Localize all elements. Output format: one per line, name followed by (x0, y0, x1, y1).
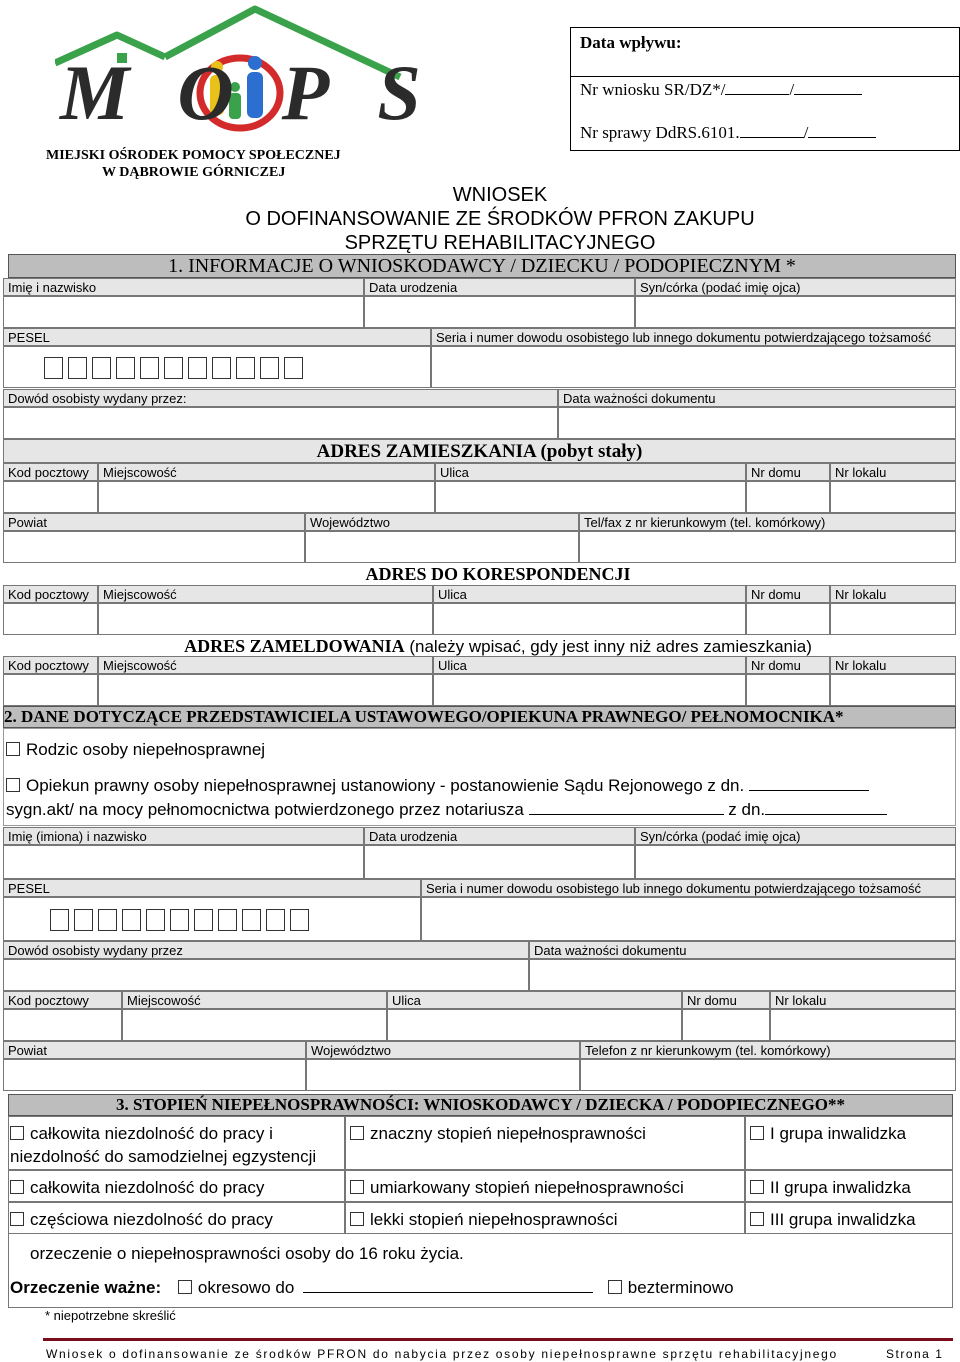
title-line3: SPRZĘTU REHABILITACYJNEGO (344, 232, 656, 254)
res-input-county[interactable] (3, 531, 305, 563)
input-son-daughter[interactable] (635, 296, 956, 328)
signature-line[interactable]: sygn.akt/ na mocy pełnomocnictwa potwierdzonego przez notariusza z dn. (6, 800, 887, 820)
checkbox-group-2[interactable] (750, 1180, 764, 1194)
rep-input-name[interactable] (3, 845, 364, 879)
option-group-1[interactable]: I grupa inwalidzka (750, 1124, 906, 1144)
label-name: Imię i nazwisko (3, 278, 364, 296)
option-total-incapacity-care[interactable]: całkowita niezdolność do pracy i (10, 1124, 273, 1144)
option-total-incapacity-care-cont: niezdolność do samodzielnej egzystencji (10, 1147, 317, 1166)
input-name[interactable] (3, 296, 364, 328)
input-issued-by[interactable] (3, 407, 558, 439)
title-line1: WNIOSEK (452, 184, 548, 206)
pesel-boxes[interactable] (3, 346, 431, 388)
checkbox-periodic[interactable] (178, 1280, 192, 1294)
validity-row: Orzeczenie ważne: okresowo do bezterminowo (10, 1278, 734, 1297)
rep-input-phone[interactable] (580, 1059, 956, 1091)
title-line2: O DOFINANSOWANIE ZE ŚRODKÓW PFRON ZAKUPU (245, 208, 755, 230)
input-birth-date[interactable] (364, 296, 635, 328)
periodic-date-line[interactable] (303, 1278, 593, 1293)
checkbox-moderate[interactable] (350, 1180, 364, 1194)
footer-text: Wniosek o dofinansowanie ze środków PFRON do nabycia przez osoby niepełnosprawne sprzętu rehabilitacyjnego (46, 1347, 838, 1361)
res-label-house: Nr domu (746, 463, 830, 481)
rep-input-city[interactable] (122, 1009, 387, 1041)
checkbox-group-3[interactable] (750, 1212, 764, 1226)
section3-header: 3. STOPIEŃ NIEPEŁNOSPRAWNOŚCI: WNIOSKODAWCY / DZIECKA / PODOPIECZNEGO** (8, 1094, 953, 1116)
rep-label-birth-date: Data urodzenia (364, 827, 635, 845)
rep-input-issued-by[interactable] (3, 959, 529, 991)
option-group-2[interactable]: II grupa inwalidzka (750, 1178, 911, 1198)
rep-label-validity: Data ważności dokumentu (529, 941, 956, 959)
cor-label-postal: Kod pocztowy (3, 585, 98, 603)
cor-label-city: Miejscowość (98, 585, 433, 603)
res-label-phone: Tel/fax z nr kierunkowym (tel. komórkowy) (579, 513, 956, 531)
rep-input-id-document[interactable] (421, 897, 956, 941)
request-number-field[interactable]: Nr wniosku SR/DZ*/ / (580, 80, 862, 100)
res-label-flat: Nr lokalu (830, 463, 956, 481)
checkbox-group-1[interactable] (750, 1126, 764, 1140)
reg-label-postal: Kod pocztowy (3, 656, 98, 674)
res-input-voivodeship[interactable] (305, 531, 579, 563)
label-id-document: Seria i numer dowodu osobistego lub innego dokumentu potwierdzającego tożsamość (431, 328, 956, 346)
rep-label-flat: Nr lokalu (770, 991, 956, 1009)
logo-text: MOPS (60, 49, 469, 136)
option-partial-incapacity[interactable]: częściowa niezdolność do pracy (10, 1210, 273, 1230)
res-input-house[interactable] (746, 481, 830, 513)
label-validity: Data ważności dokumentu (558, 389, 956, 407)
cor-label-flat: Nr lokalu (830, 585, 956, 603)
cor-input-street[interactable] (433, 603, 746, 635)
res-input-city[interactable] (98, 481, 435, 513)
rep-input-postal[interactable] (3, 1009, 122, 1041)
cor-label-house: Nr domu (746, 585, 830, 603)
rep-label-voivodeship: Województwo (306, 1041, 580, 1059)
reg-input-street[interactable] (433, 674, 746, 706)
checkbox-guardian[interactable] (6, 778, 20, 792)
label-pesel: PESEL (3, 328, 431, 346)
input-validity[interactable] (558, 407, 956, 439)
rep-input-voivodeship[interactable] (306, 1059, 580, 1091)
rep-input-flat[interactable] (770, 1009, 956, 1041)
checkbox-parent[interactable] (6, 742, 20, 756)
option-significant[interactable]: znaczny stopień niepełnosprawności (350, 1124, 646, 1144)
reg-input-postal[interactable] (3, 674, 98, 706)
rep-label-issued-by: Dowód osobisty wydany przez (3, 941, 529, 959)
cor-input-postal[interactable] (3, 603, 98, 635)
res-input-flat[interactable] (830, 481, 956, 513)
checkbox-significant[interactable] (350, 1126, 364, 1140)
rep-label-pesel: PESEL (3, 879, 421, 897)
rep-label-city: Miejscowość (122, 991, 387, 1009)
reg-label-house: Nr domu (746, 656, 830, 674)
rep-label-phone: Telefon z nr kierunkowym (tel. komórkowy) (580, 1041, 956, 1059)
rep-input-son-daughter[interactable] (635, 845, 956, 879)
rep-input-birth-date[interactable] (364, 845, 635, 879)
rep-label-name: Imię (imiona) i nazwisko (3, 827, 364, 845)
rep-input-street[interactable] (387, 1009, 682, 1041)
rep-label-son-daughter: Syn/córka (podać imię ojca) (635, 827, 956, 845)
checkbox-indefinite[interactable] (608, 1280, 622, 1294)
res-label-voivodeship: Województwo (305, 513, 579, 531)
option-group-3[interactable]: III grupa inwalidzka (750, 1210, 916, 1230)
label-son-daughter: Syn/córka (podać imię ojca) (635, 278, 956, 296)
rep-input-house[interactable] (682, 1009, 770, 1041)
label-birth-date: Data urodzenia (364, 278, 635, 296)
res-label-county: Powiat (3, 513, 305, 531)
mops-logo (55, 5, 469, 136)
rep-label-house: Nr domu (682, 991, 770, 1009)
rep-label-postal: Kod pocztowy (3, 991, 122, 1009)
footer-rule (43, 1338, 953, 1341)
reg-label-city: Miejscowość (98, 656, 433, 674)
rep-label-id-document: Seria i numer dowodu osobistego lub innego dokumentu potwierdzającego tożsamość (421, 879, 956, 897)
reg-input-flat[interactable] (830, 674, 956, 706)
receipt-date-label: Data wpływu: (580, 33, 682, 52)
option-guardian[interactable]: Opiekun prawny osoby niepełnosprawnej ustanowiony - postanowienie Sądu Rejonowego z dn. (6, 776, 869, 796)
label-issued-by: Dowód osobisty wydany przez: (3, 389, 558, 407)
rep-label-street: Ulica (387, 991, 682, 1009)
rep-input-validity[interactable] (529, 959, 956, 991)
section2-header: 2. DANE DOTYCZĄCE PRZEDSTAWICIELA USTAWOWEGO/OPIEKUNA PRAWNEGO/ PEŁNOMOCNIKA* (3, 706, 956, 728)
cor-input-house[interactable] (746, 603, 830, 635)
res-input-postal[interactable] (3, 481, 98, 513)
option-total-incapacity[interactable]: całkowita niezdolność do pracy (10, 1178, 264, 1198)
rep-label-county: Powiat (3, 1041, 306, 1059)
reg-label-street: Ulica (433, 656, 746, 674)
checkbox-partial-incapacity[interactable] (10, 1212, 24, 1226)
res-input-street[interactable] (435, 481, 746, 513)
cor-input-flat[interactable] (830, 603, 956, 635)
res-label-street: Ulica (435, 463, 746, 481)
footnote: * niepotrzebne skreślić (45, 1308, 176, 1323)
cor-input-city[interactable] (98, 603, 433, 635)
checkbox-total-incapacity[interactable] (10, 1180, 24, 1194)
child-certificate-text: orzeczenie o niepełnosprawności osoby do 16 roku życia. (30, 1244, 464, 1263)
correspondence-address-title: ADRES DO KORESPONDENCJI (365, 564, 631, 584)
residence-address-title: ADRES ZAMIESZKANIA (pobyt stały) (316, 441, 643, 462)
rep-input-county[interactable] (3, 1059, 306, 1091)
checkbox-mild[interactable] (350, 1212, 364, 1226)
option-mild[interactable]: lekki stopień niepełnosprawności (350, 1210, 618, 1230)
receipt-box (570, 27, 960, 151)
option-moderate[interactable]: umiarkowany stopień niepełnosprawności (350, 1178, 684, 1198)
reg-input-house[interactable] (746, 674, 830, 706)
res-label-postal: Kod pocztowy (3, 463, 98, 481)
footer-page-number: Strona 1 (886, 1347, 944, 1361)
input-id-document[interactable] (431, 346, 956, 388)
section1-header: 1. INFORMACJE O WNIOSKODAWCY / DZIECKU / PODOPIECZNYM * (8, 254, 956, 278)
cor-label-street: Ulica (433, 585, 746, 603)
form-title (200, 183, 800, 255)
checkbox-total-incapacity-care[interactable] (10, 1126, 24, 1140)
rep-pesel-boxes[interactable] (3, 897, 421, 941)
case-number-field[interactable]: Nr sprawy DdRS.6101. / (580, 123, 876, 143)
res-label-city: Miejscowość (98, 463, 435, 481)
org-name-line2: W DĄBROWIE GÓRNICZEJ (102, 165, 286, 180)
org-name-line1: MIEJSKI OŚRODEK POMOCY SPOŁECZNEJ (46, 148, 341, 163)
reg-input-city[interactable] (98, 674, 433, 706)
reg-label-flat: Nr lokalu (830, 656, 956, 674)
option-parent[interactable]: Rodzic osoby niepełnosprawnej (6, 740, 265, 760)
res-input-phone[interactable] (579, 531, 956, 563)
registration-address-title: ADRES ZAMELDOWANIA (należy wpisać, gdy jest inny niż adres zamieszkania) (184, 636, 812, 656)
